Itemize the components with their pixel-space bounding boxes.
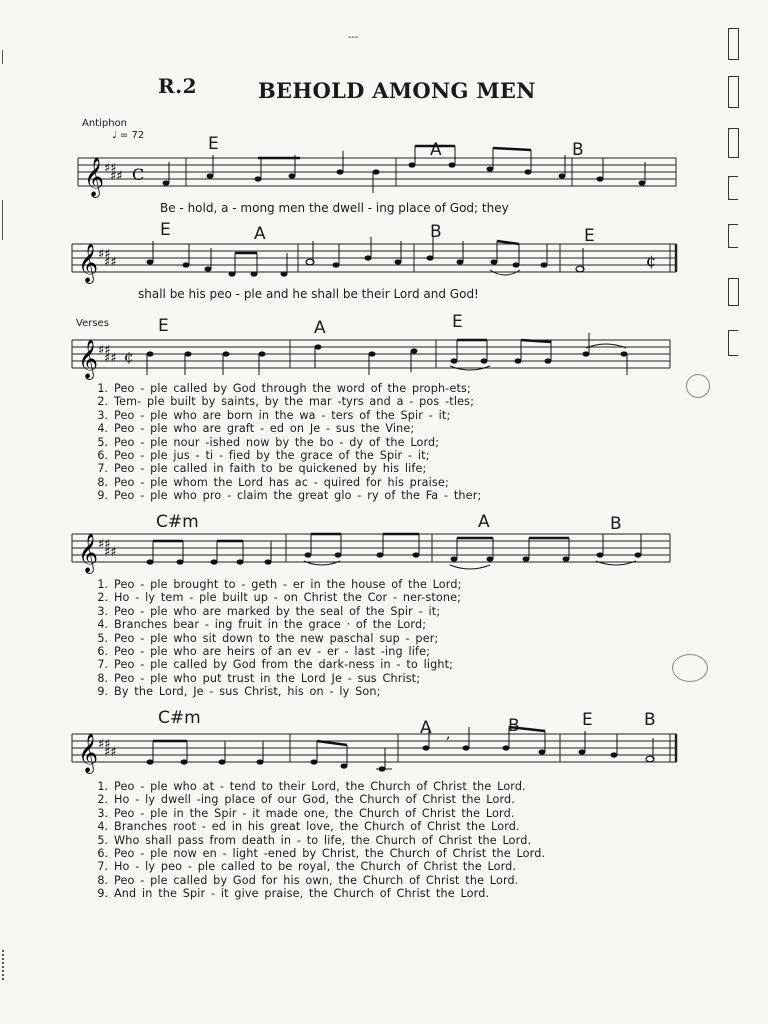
- verse-line: 7. Peo - ple called by God from the dark-ness in - to light;: [97, 658, 454, 672]
- antiphon-lyrics-2: shall be his peo - ple and he shall be their Lord and God!: [138, 287, 479, 301]
- svg-text:𝄞: 𝄞: [78, 243, 99, 283]
- chord-symbol: E: [584, 226, 595, 246]
- chord-symbol: B: [430, 222, 442, 242]
- edge-mark: [2, 950, 8, 980]
- edge-mark: [2, 50, 9, 64]
- hymn-title: BEHOLD AMONG MEN: [258, 78, 536, 103]
- svg-text:𝄞: 𝄞: [84, 157, 105, 197]
- chord-symbol: C#m: [158, 708, 201, 728]
- verse-line: 8. Peo - ple called by God for his own, the Church of Christ the Lord.: [97, 873, 519, 887]
- verse-line: 4. Branches root - ed in his great love, the Church of Christ the Lord.: [97, 820, 520, 834]
- verse-line: 4. Peo - ple who are graft - ed on Je - sus the Vine;: [97, 422, 415, 436]
- verse-line: 9. Peo - ple who pro - claim the great glo - ry of the Fa - ther;: [97, 489, 482, 503]
- binder-mark: [728, 176, 738, 200]
- chord-symbol: E: [160, 220, 171, 240]
- verse-line: 9. By the Lord, Je - sus Christ, his on - ly Son;: [97, 685, 381, 699]
- verse-line: 8. Peo - ple whom the Lord has ac - quired for his praise;: [97, 475, 449, 489]
- svg-text:¢: ¢: [124, 348, 134, 366]
- binder-mark: [728, 128, 739, 158]
- verse-staff-3: [0, 726, 768, 780]
- verse-line: 5. Who shall pass from death in - to life, the Church of Christ the Lord.: [97, 833, 532, 847]
- verse-line: 5. Peo - ple nour -ished now by the bo - dy of the Lord;: [97, 435, 440, 449]
- chord-symbol: A: [314, 318, 326, 338]
- binder-mark: [728, 28, 739, 60]
- antiphon-lyrics-1: Be - hold, a - mong men the dwell - ing place of God; they: [160, 201, 509, 215]
- verse-staff-2: [0, 528, 768, 580]
- verse-line: 7. Peo - ple called in faith to be quickened by his life;: [97, 462, 427, 476]
- top-mark: ---: [348, 32, 359, 43]
- chord-symbol: A: [478, 512, 490, 532]
- tempo-marking: ♩ = 72: [112, 130, 145, 141]
- verse-line: 1. Peo - ple who at - tend to their Lord, the Church of Christ the Lord.: [97, 780, 526, 793]
- verse-line: 6. Peo - ple jus - ti - fied by the grace of the Spir - it;: [97, 449, 430, 463]
- chord-symbol: E: [452, 312, 463, 332]
- verse-line: 2. Ho - ly tem - ple built up - on Christ the Cor - ner-stone;: [97, 591, 462, 605]
- verse-line: 8. Peo - ple who put trust in the Lord Je - sus Christ;: [97, 671, 421, 685]
- hymn-number: R.2: [158, 74, 197, 98]
- svg-text:♯♯: ♯♯: [98, 247, 111, 262]
- verse-line: 7. Ho - ly peo - ple called to be royal, the Church of Christ the Lord.: [97, 860, 517, 874]
- svg-text:𝄞: 𝄞: [78, 733, 99, 773]
- verse-line: 2. Tem- ple built by saints, by the mar -tyrs and a - pos -tles;: [97, 395, 475, 409]
- chord-symbol: E: [582, 710, 593, 730]
- verse-line: 1. Peo - ple brought to - geth - er in the house of the Lord;: [97, 578, 462, 591]
- binder-mark: [728, 76, 739, 108]
- verse-line: 3. Peo - ple who are born in the wa - ters of the Spir - it;: [97, 408, 451, 422]
- chord-symbol: B: [610, 514, 622, 534]
- verse-line: 2. Ho - ly dwell -ing place of our God, the Church of Christ the Lord.: [97, 793, 515, 807]
- chord-symbol: C#m: [156, 512, 199, 532]
- svg-text:C: C: [132, 165, 145, 184]
- svg-text:♯♯: ♯♯: [104, 255, 117, 270]
- verse-text-block-2: [86, 578, 462, 699]
- note-group: [163, 162, 646, 185]
- verse-line: 3. Peo - ple in the Spir - it made one, the Church of Christ the Lord.: [97, 806, 515, 820]
- svg-text:♯♯: ♯♯: [104, 545, 117, 560]
- verses-label: Verses: [76, 318, 109, 329]
- antiphon-label: Antiphon: [82, 118, 128, 129]
- svg-text:♯♯: ♯♯: [110, 169, 123, 184]
- punch-hole: [672, 654, 708, 682]
- verse-text-block-3: [86, 780, 545, 901]
- binder-mark: [728, 224, 738, 248]
- verse-line: 1. Peo - ple called by God through the word of the proph-ets;: [97, 382, 471, 395]
- svg-text:♯♯: ♯♯: [98, 737, 111, 752]
- chord-symbol: E: [208, 134, 219, 154]
- verse-line: 3. Peo - ple who are marked by the seal of the Spir - it;: [97, 604, 441, 618]
- punch-hole: [686, 374, 710, 398]
- svg-text:♯♯: ♯♯: [104, 351, 117, 366]
- svg-text:𝄞: 𝄞: [78, 339, 99, 379]
- verse-line: 4. Branches bear - ing fruit in the grace · of the Lord;: [97, 618, 427, 632]
- chord-symbol: B: [508, 716, 520, 736]
- binder-mark: [728, 278, 739, 306]
- svg-text:♯♯: ♯♯: [104, 745, 117, 760]
- svg-text:♯♯: ♯♯: [98, 537, 111, 552]
- svg-text:,: ,: [446, 726, 451, 742]
- svg-text:♯♯: ♯♯: [98, 343, 111, 358]
- chord-symbol: E: [158, 316, 169, 336]
- svg-text:𝄞: 𝄞: [78, 533, 99, 573]
- verse-line: 6. Peo - ple now en - light -ened by Christ, the Church of Christ the Lord.: [97, 847, 546, 861]
- verse-staff-1: [0, 334, 768, 384]
- verse-text-block-1: [86, 382, 481, 503]
- svg-text:♯♯: ♯♯: [104, 161, 117, 176]
- chord-symbol: B: [572, 140, 584, 160]
- chord-symbol: A: [430, 140, 442, 160]
- binder-mark: [728, 330, 738, 356]
- chord-symbol: A: [420, 718, 432, 738]
- verse-line: 6. Peo - ple who are heirs of an ev - er - last -ing life;: [97, 645, 431, 659]
- chord-symbol: A: [254, 224, 266, 244]
- chord-symbol: B: [644, 710, 656, 730]
- svg-text:¢: ¢: [646, 251, 657, 270]
- edge-mark: [2, 200, 5, 240]
- verse-line: 5. Peo - ple who sit down to the new paschal sup - per;: [97, 631, 439, 645]
- verse-line: 9. And in the Spir - it give praise, the Church of Christ the Lord.: [97, 887, 490, 901]
